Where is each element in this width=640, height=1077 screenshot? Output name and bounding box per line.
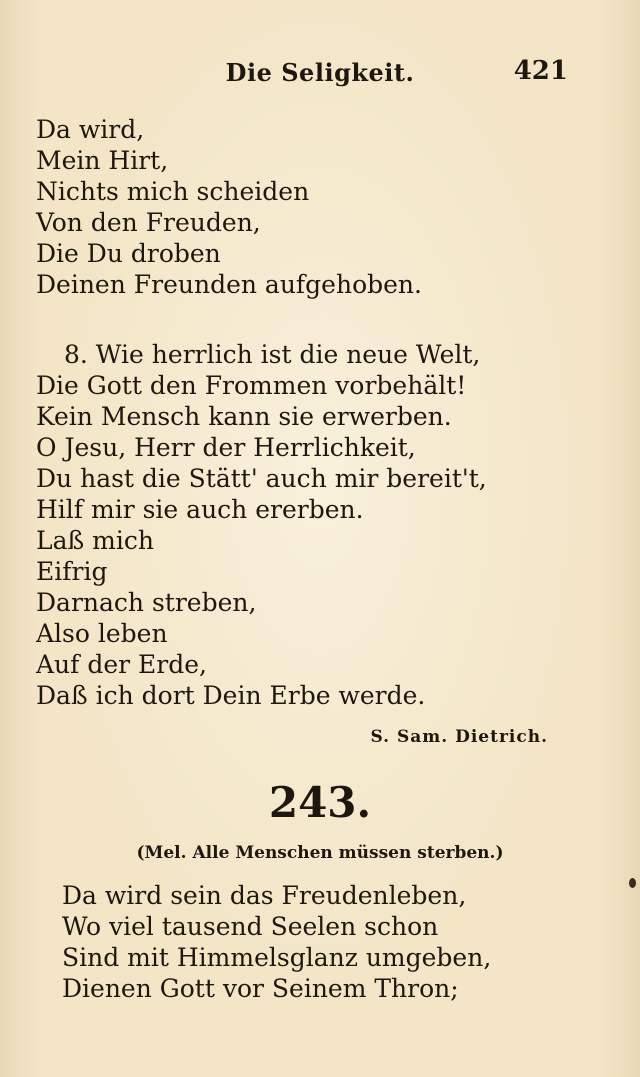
verse-line: Sind mit Himmelsglanz umgeben, <box>62 943 492 972</box>
hymn-number: 243. <box>268 778 372 827</box>
verse-line: Die Du droben <box>36 239 221 268</box>
verse-line: Eifrig <box>36 557 108 586</box>
verse-line: Die Gott den Frommen vorbehält! <box>36 371 467 400</box>
verse-line: Da wird sein das Freudenleben, <box>62 881 467 910</box>
page-number: 421 <box>513 56 568 86</box>
verse-line: Dienen Gott vor Seinem Thron; <box>62 974 459 1003</box>
verse-line: Von den Freuden, <box>36 208 261 237</box>
verse-line: O Jesu, Herr der Herrlichkeit, <box>36 433 416 462</box>
verse-line: Hilf mir sie auch ererben. <box>36 495 364 524</box>
verse-line: Also leben <box>36 619 168 648</box>
verse-line: Auf der Erde, <box>36 650 207 679</box>
page-header <box>0 52 640 92</box>
hymn-stanza-1 <box>0 880 640 1004</box>
verse-line: Mein Hirt, <box>36 146 169 175</box>
stanza-continued <box>0 114 640 300</box>
verse-line: Darnach streben, <box>36 588 257 617</box>
verse-line: Da wird, <box>36 115 145 144</box>
verse-line: Du hast die Stätt' auch mir bereit't, <box>36 464 487 493</box>
verse-line: Nichts mich scheiden <box>36 177 310 206</box>
author-attribution: S. Sam. Dietrich. <box>370 727 548 747</box>
verse-line: 8. Wie herrlich ist die neue Welt, <box>64 340 481 369</box>
ink-spot <box>629 878 636 888</box>
verse-line: Wo viel tausend Seelen schon <box>62 912 439 941</box>
verse-line: Kein Mensch kann sie erwerben. <box>36 402 452 431</box>
verse-line: Daß ich dort Dein Erbe werde. <box>36 681 426 710</box>
verse-line: Laß mich <box>36 526 154 555</box>
running-title: Die Seligkeit. <box>225 58 415 87</box>
melody-indication: (Mel. Alle Menschen müssen sterben.) <box>136 843 504 863</box>
verse-line: Deinen Freunden aufgehoben. <box>36 270 422 299</box>
stanza-8 <box>0 339 640 711</box>
